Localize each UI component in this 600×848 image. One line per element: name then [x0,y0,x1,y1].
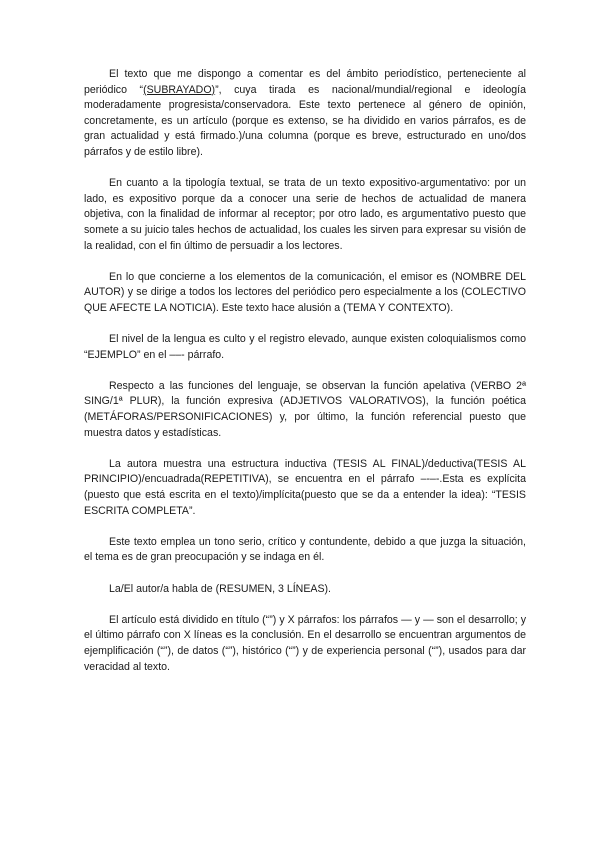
paragraph-language-functions: Respecto a las funciones del lenguaje, se observan la función apelativa (VERBO 2ª SING/1ª PLUR), la función expresiva (ADJETIVOS VALORATIVOS), la función poética (METÁFORAS/PERSONIFICACIONES) y, por último, la función referencial puesto que muestra datos y estadísticas. [84,379,526,439]
paragraph-article-division: El artículo está dividido en título (“”) y X párrafos: los párrafos — y — son el desarrollo; y el último párrafo con X líneas es la conclusión. En el desarrollo se encuentran argumentos de ejemplificación (“”), de datos (“”), histórico (“”) y de experiencia personal (“”), usados para dar veracidad al texto. [84,613,526,673]
paragraph-tone: Este texto emplea un tono serio, crítico y contundente, debido a que juzga la situación, el tema es de gran preocupación y se indaga en él. [84,535,526,564]
document-body [84,67,526,691]
underlined-placeholder: (SUBRAYADO) [143,83,216,96]
paragraph-language-level: El nivel de la lengua es culto y el registro elevado, aunque existen coloquialismos como “EJEMPLO” en el ––- párrafo. [84,333,526,361]
paragraph-structure: La autora muestra una estructura inductiva (TESIS AL FINAL)/deductiva(TESIS AL PRINCIPIO)/encuadrada(REPETITIVA), se encuentra en el párrafo –-–-.Esta es explícita (puesto que está escrita en el texto)/implícita(puesto que se da a entender la idea): “TESIS ESCRITA COMPLETA”. [84,457,526,517]
paragraph-intro [84,67,526,161]
paragraph-communication-elements: En lo que concierne a los elementos de la comunicación, el emisor es (NOMBRE DEL AUTOR) y se dirige a todos los lectores del periódico pero especialmente a los (COLECTIVO QUE AFECTE LA NOTICIA). Este texto hace alusión a (TEMA Y CONTEXTO). [84,270,526,314]
paragraph-intro-start: El texto que me dispongo a comentar es del ámbito periodístico, perteneciente al periódico “ [84,68,526,96]
paragraph-intro-end: ”, cuya tirada es nacional/mundial/regional e ideología moderadamente progresista/conservadora. Este texto pertenece al género de opinión, concretamente, es un artículo (porque es extenso, se ha dividido en varios párrafos, es de gran actualidad y está firmado.)/una columna (porque es breve, estructurado en uno/dos párrafos y de estilo libre). [84,83,526,158]
paragraph-summary: La/El autor/a habla de (RESUMEN, 3 LÍNEAS). [109,582,331,595]
paragraph-text-typology: En cuanto a la tipología textual, se trata de un texto expositivo-argumentativo: por un lado, es expositivo porque da a conocer una serie de hechos de actualidad de manera objetiva, con la finalidad de informar al receptor; por otro lado, es argumentativo puesto que somete a su juicio tales hechos de actualidad, los cuales les sirven para expresar su visión de la realidad, con el fin último de persuadir a los lectores. [84,177,526,252]
